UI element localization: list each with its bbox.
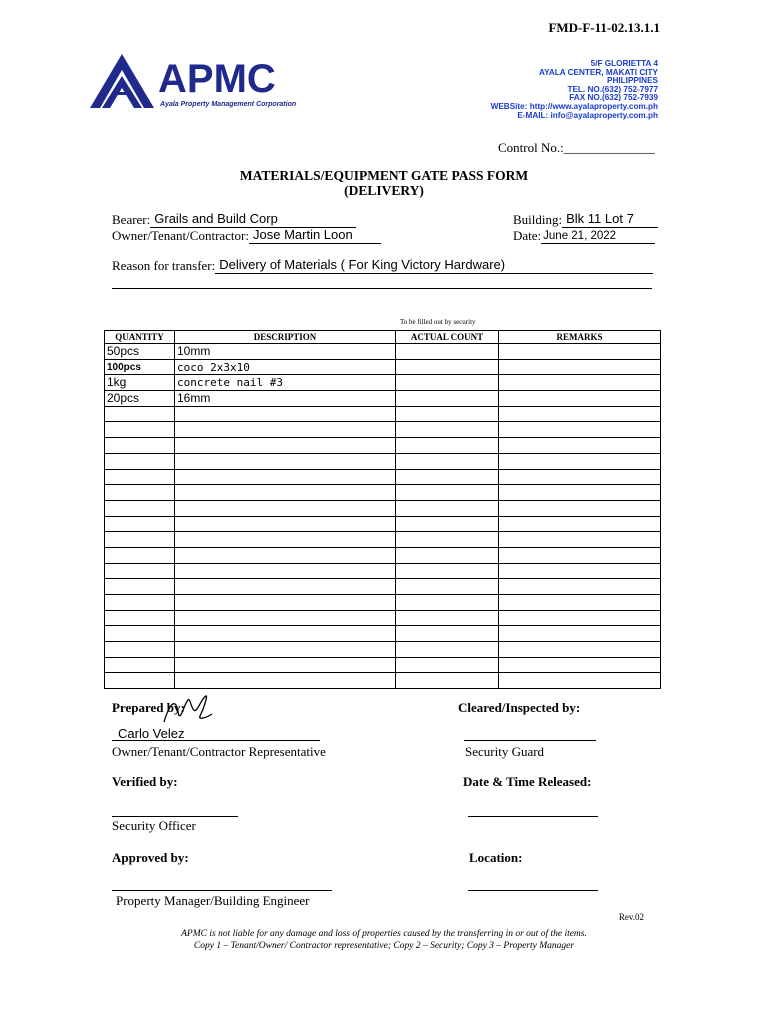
table-row bbox=[105, 453, 661, 469]
table-row bbox=[105, 406, 661, 422]
description-cell[interactable] bbox=[175, 453, 396, 469]
actual-count-cell[interactable] bbox=[396, 500, 499, 516]
svg-text:APMC: APMC bbox=[158, 57, 276, 101]
description-cell[interactable] bbox=[175, 485, 396, 501]
remarks-cell[interactable] bbox=[499, 595, 661, 611]
description-cell[interactable] bbox=[175, 547, 396, 563]
prepared-by-role: Owner/Tenant/Contractor Representative bbox=[112, 744, 326, 759]
actual-count-cell[interactable] bbox=[396, 657, 499, 673]
approved-by-role: Property Manager/Building Engineer bbox=[116, 893, 310, 908]
prepared-by-label: Prepared by: bbox=[112, 700, 185, 715]
date-value: June 21, 2022 bbox=[543, 230, 617, 242]
table-row bbox=[105, 547, 661, 563]
remarks-cell[interactable] bbox=[499, 391, 661, 407]
remarks-cell[interactable] bbox=[499, 626, 661, 642]
form-code: FMD-F-11-02.13.1.1 bbox=[548, 20, 660, 35]
table-row bbox=[105, 500, 661, 516]
description-cell[interactable] bbox=[175, 500, 396, 516]
reason-line[interactable] bbox=[215, 258, 653, 274]
address-line: PHILIPPINES bbox=[607, 76, 658, 86]
quantity-cell[interactable] bbox=[105, 563, 175, 579]
table-row bbox=[105, 642, 661, 658]
description-cell[interactable] bbox=[175, 469, 396, 485]
quantity-cell[interactable] bbox=[105, 406, 175, 422]
apmc-logo-mark-icon bbox=[88, 48, 308, 118]
actual-count-cell[interactable] bbox=[396, 391, 499, 407]
date-released-line[interactable] bbox=[468, 816, 598, 817]
owner-line[interactable] bbox=[249, 228, 381, 244]
remarks-cell[interactable] bbox=[499, 438, 661, 454]
approved-by-line[interactable] bbox=[112, 890, 332, 891]
quantity-cell[interactable] bbox=[105, 453, 175, 469]
table-row bbox=[105, 438, 661, 454]
reason-field bbox=[112, 258, 653, 274]
location-label: Location: bbox=[469, 850, 523, 865]
table-row bbox=[105, 595, 661, 611]
items-table-body bbox=[105, 344, 661, 689]
address-line: E-MAIL: info@ayalaproperty.com.ph bbox=[517, 110, 658, 120]
actual-count-cell[interactable] bbox=[396, 610, 499, 626]
column-header: QUANTITY bbox=[105, 331, 175, 344]
date-field bbox=[513, 228, 655, 244]
table-row bbox=[105, 485, 661, 501]
reason-label: Reason for transfer: bbox=[112, 258, 216, 273]
security-note: To be filled out by security bbox=[400, 318, 476, 326]
actual-count-cell[interactable] bbox=[396, 563, 499, 579]
remarks-cell[interactable] bbox=[499, 344, 661, 360]
table-row bbox=[105, 673, 661, 689]
actual-count-cell[interactable] bbox=[396, 344, 499, 360]
cleared-by-label: Cleared/Inspected by: bbox=[458, 700, 581, 715]
remarks-cell[interactable] bbox=[499, 642, 661, 658]
actual-count-cell[interactable] bbox=[396, 626, 499, 642]
description-cell[interactable] bbox=[175, 673, 396, 689]
owner-label: Owner/Tenant/Contractor: bbox=[112, 228, 249, 243]
description-cell[interactable]: coco 2x3x10 bbox=[175, 359, 396, 375]
building-line[interactable] bbox=[562, 212, 658, 228]
description-cell[interactable] bbox=[175, 657, 396, 673]
table-row bbox=[105, 375, 661, 391]
remarks-cell[interactable] bbox=[499, 375, 661, 391]
quantity-cell[interactable]: 50pcs bbox=[105, 344, 175, 360]
approved-by-label: Approved by: bbox=[112, 850, 189, 865]
verified-by-role: Security Officer bbox=[112, 818, 196, 833]
actual-count-cell[interactable] bbox=[396, 438, 499, 454]
verified-by-label: Verified by: bbox=[112, 774, 178, 789]
footer-copy-distribution: Copy 1 – Tenant/Owner/ Contractor representative; Copy 2 – Security; Copy 3 – Property Manager bbox=[193, 941, 575, 951]
actual-count-cell[interactable] bbox=[396, 485, 499, 501]
table-row bbox=[105, 563, 661, 579]
remarks-cell[interactable] bbox=[499, 547, 661, 563]
bearer-value: Grails and Build Corp bbox=[154, 211, 278, 226]
actual-count-cell[interactable] bbox=[396, 673, 499, 689]
description-cell[interactable] bbox=[175, 610, 396, 626]
table-row bbox=[105, 579, 661, 595]
quantity-cell[interactable]: 100pcs bbox=[105, 359, 175, 375]
form-title-line: MATERIALS/EQUIPMENT GATE PASS FORM bbox=[239, 168, 529, 183]
footer-disclaimer bbox=[0, 928, 768, 952]
quantity-cell[interactable] bbox=[105, 516, 175, 532]
table-header-row bbox=[105, 331, 661, 344]
actual-count-cell[interactable] bbox=[396, 595, 499, 611]
quantity-cell[interactable] bbox=[105, 657, 175, 673]
column-header: DESCRIPTION bbox=[175, 331, 396, 344]
svg-text:Ayala Property Management Corp: Ayala Property Management Corporation bbox=[160, 101, 297, 108]
remarks-cell[interactable] bbox=[499, 532, 661, 548]
form-title-subline: (DELIVERY) bbox=[344, 183, 424, 198]
quantity-cell[interactable] bbox=[105, 532, 175, 548]
table-row bbox=[105, 391, 661, 407]
date-released-label: Date & Time Released: bbox=[463, 774, 592, 789]
remarks-cell[interactable] bbox=[499, 422, 661, 438]
address-line: TEL. NO.(632) 752-7977 bbox=[567, 84, 658, 94]
table-row bbox=[105, 532, 661, 548]
description-cell[interactable]: concrete nail #3 bbox=[175, 375, 396, 391]
actual-count-cell[interactable] bbox=[396, 516, 499, 532]
company-address bbox=[470, 60, 658, 120]
remarks-cell[interactable] bbox=[499, 563, 661, 579]
column-header: REMARKS bbox=[499, 331, 661, 344]
quantity-cell[interactable] bbox=[105, 500, 175, 516]
bearer-field bbox=[112, 212, 356, 228]
bearer-label: Bearer: bbox=[112, 212, 151, 227]
control-number: Control No.:______________ bbox=[498, 140, 655, 155]
remarks-cell[interactable] bbox=[499, 453, 661, 469]
description-cell[interactable] bbox=[175, 422, 396, 438]
bearer-line[interactable] bbox=[150, 212, 356, 228]
owner-field bbox=[112, 228, 381, 244]
date-label: Date: bbox=[513, 228, 542, 243]
items-table bbox=[104, 330, 661, 689]
reason-value: Delivery of Materials ( For King Victory Hardware) bbox=[219, 257, 506, 272]
remarks-cell[interactable] bbox=[499, 359, 661, 375]
description-cell[interactable] bbox=[175, 438, 396, 454]
table-row bbox=[105, 422, 661, 438]
quantity-cell[interactable] bbox=[105, 422, 175, 438]
description-cell[interactable]: 16mm bbox=[175, 391, 396, 407]
date-line[interactable] bbox=[541, 228, 655, 244]
actual-count-cell[interactable] bbox=[396, 359, 499, 375]
remarks-cell[interactable] bbox=[499, 673, 661, 689]
remarks-cell[interactable] bbox=[499, 657, 661, 673]
address-line: FAX NO.(632) 752-7939 bbox=[569, 93, 658, 103]
reason-continuation-line bbox=[112, 288, 652, 289]
quantity-cell[interactable]: 20pcs bbox=[105, 391, 175, 407]
description-cell[interactable] bbox=[175, 595, 396, 611]
quantity-cell[interactable] bbox=[105, 642, 175, 658]
quantity-cell[interactable] bbox=[105, 485, 175, 501]
remarks-cell[interactable] bbox=[499, 485, 661, 501]
actual-count-cell[interactable] bbox=[396, 375, 499, 391]
actual-count-cell[interactable] bbox=[396, 406, 499, 422]
description-cell[interactable] bbox=[175, 516, 396, 532]
form-title bbox=[0, 168, 768, 198]
revision-number: Rev.02 bbox=[618, 912, 644, 922]
description-cell[interactable] bbox=[175, 406, 396, 422]
description-cell[interactable] bbox=[175, 532, 396, 548]
description-cell[interactable] bbox=[175, 642, 396, 658]
quantity-cell[interactable] bbox=[105, 579, 175, 595]
remarks-cell[interactable] bbox=[499, 406, 661, 422]
apmc-logo bbox=[88, 48, 308, 118]
table-row bbox=[105, 516, 661, 532]
remarks-cell[interactable] bbox=[499, 500, 661, 516]
description-cell[interactable]: 10mm bbox=[175, 344, 396, 360]
building-field bbox=[513, 212, 658, 228]
actual-count-cell[interactable] bbox=[396, 469, 499, 485]
table-row bbox=[105, 610, 661, 626]
address-line: 5/F GLORIETTA 4 bbox=[590, 59, 658, 68]
quantity-cell[interactable] bbox=[105, 673, 175, 689]
actual-count-cell[interactable] bbox=[396, 547, 499, 563]
table-row bbox=[105, 469, 661, 485]
quantity-cell[interactable] bbox=[105, 626, 175, 642]
verified-by-line[interactable] bbox=[112, 816, 238, 817]
quantity-cell[interactable] bbox=[105, 610, 175, 626]
remarks-cell[interactable] bbox=[499, 516, 661, 532]
quantity-cell[interactable] bbox=[105, 438, 175, 454]
description-cell[interactable] bbox=[175, 579, 396, 595]
description-cell[interactable] bbox=[175, 563, 396, 579]
remarks-cell[interactable] bbox=[499, 610, 661, 626]
prepared-by-line[interactable] bbox=[112, 740, 320, 741]
location-line[interactable] bbox=[468, 890, 598, 891]
building-label: Building: bbox=[513, 212, 563, 227]
actual-count-cell[interactable] bbox=[396, 642, 499, 658]
quantity-cell[interactable] bbox=[105, 469, 175, 485]
description-cell[interactable] bbox=[175, 626, 396, 642]
remarks-cell[interactable] bbox=[499, 579, 661, 595]
table-row bbox=[105, 626, 661, 642]
quantity-cell[interactable] bbox=[105, 547, 175, 563]
actual-count-cell[interactable] bbox=[396, 453, 499, 469]
prepared-by-name: Carlo Velez bbox=[118, 726, 185, 741]
table-row bbox=[105, 657, 661, 673]
owner-value: Jose Martin Loon bbox=[253, 227, 353, 242]
address-line: WEBSite: http://www.ayalaproperty.com.ph bbox=[490, 101, 658, 111]
actual-count-cell[interactable] bbox=[396, 422, 499, 438]
quantity-cell[interactable] bbox=[105, 595, 175, 611]
actual-count-cell[interactable] bbox=[396, 579, 499, 595]
column-header: ACTUAL COUNT bbox=[396, 331, 499, 344]
cleared-by-role: Security Guard bbox=[465, 744, 545, 759]
cleared-by-line[interactable] bbox=[464, 740, 596, 741]
remarks-cell[interactable] bbox=[499, 469, 661, 485]
actual-count-cell[interactable] bbox=[396, 532, 499, 548]
building-value: Blk 11 Lot 7 bbox=[566, 211, 634, 226]
footer-liability-note: APMC is not liable for any damage and loss of properties caused by the transferring in or out of the items. bbox=[181, 929, 587, 939]
table-row bbox=[105, 344, 661, 360]
quantity-cell[interactable]: 1kg bbox=[105, 375, 175, 391]
table-row bbox=[105, 359, 661, 375]
address-line: AYALA CENTER, MAKATI CITY bbox=[538, 67, 658, 77]
